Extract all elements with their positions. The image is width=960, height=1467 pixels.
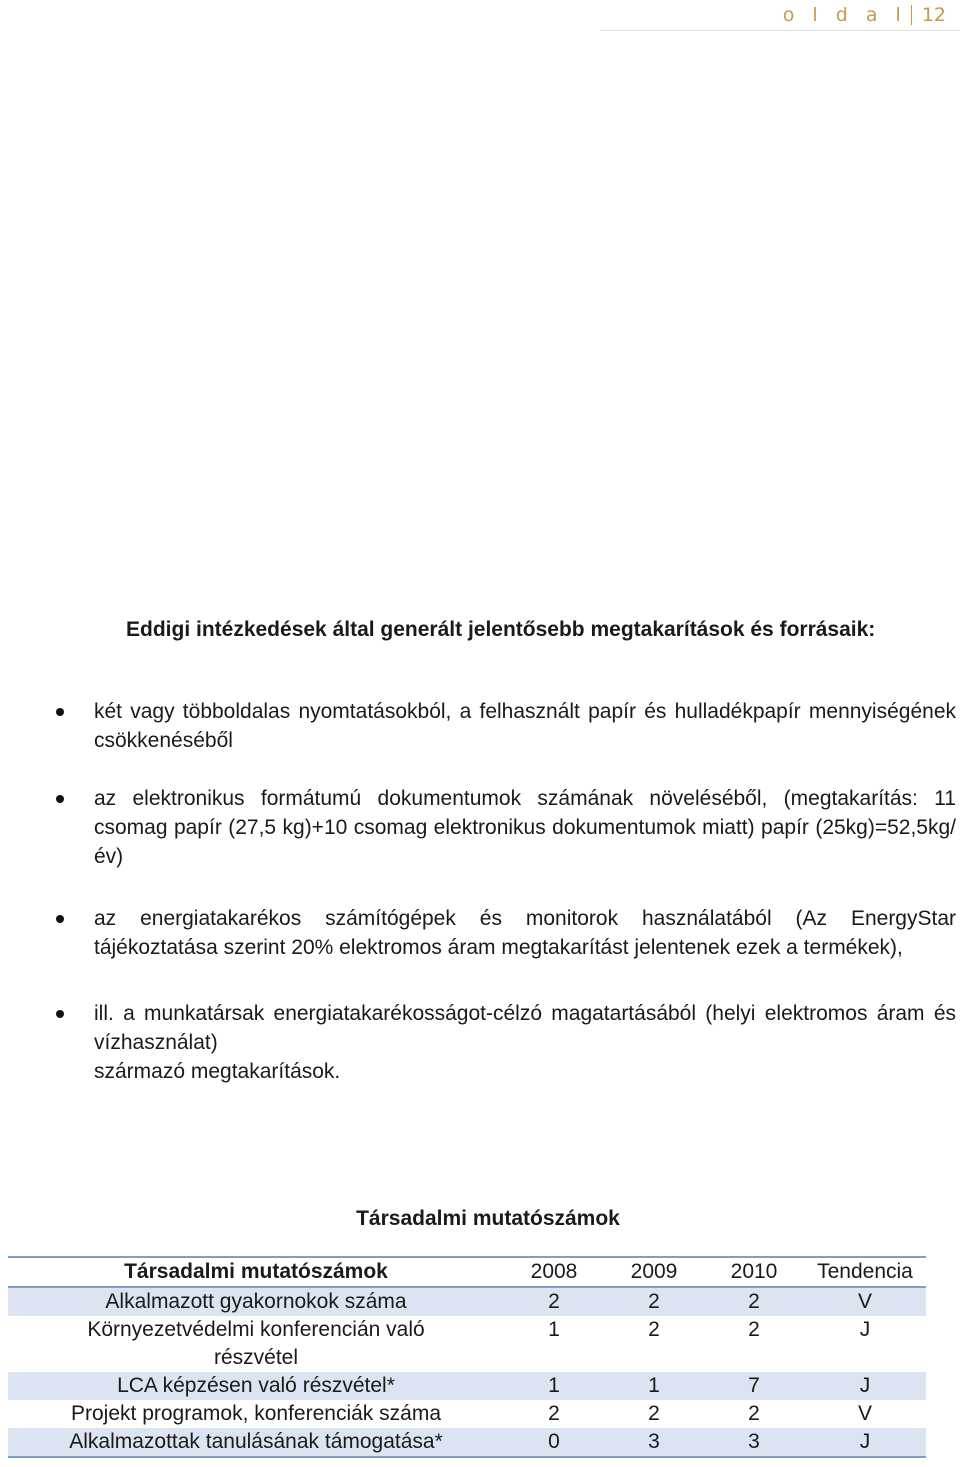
list-item-text: az elektronikus formátumú dokumentumok számának növeléséből, (megtakarítás: 11 csomag papír (27,5 kg)+10 csomag elektronikus dokumentumok miatt) papír (25kg)=52,5kg/év)	[94, 787, 956, 868]
header-cell-metric: Társadalmi mutatószámok	[8, 1257, 504, 1287]
table-row	[8, 1287, 926, 1316]
header-cell-trend: Tendencia	[804, 1257, 926, 1287]
cell-metric: Projekt programok, konferenciák száma	[71, 1402, 441, 1425]
header-cell-2010: 2010	[704, 1257, 804, 1287]
cell-2009: 2	[604, 1287, 704, 1316]
cell-2008: 2	[504, 1287, 604, 1316]
cell-2008: 0	[504, 1428, 604, 1457]
list-item	[94, 999, 956, 1086]
cell-2008: 2	[548, 1402, 560, 1425]
page-header	[783, 4, 946, 26]
cell-trend: J	[804, 1428, 926, 1457]
header-cell-2008: 2008	[504, 1257, 604, 1287]
bullet-dot	[56, 915, 64, 923]
page-number: 12	[911, 5, 946, 25]
cell-metric: Alkalmazott gyakornokok száma	[8, 1287, 504, 1316]
list-item	[94, 904, 956, 962]
bullet-dot	[56, 1010, 64, 1018]
table-title: Társadalmi mutatószámok	[356, 1207, 620, 1230]
cell-trend: V	[804, 1287, 926, 1316]
table-header-row	[8, 1257, 926, 1287]
cell-2009: 3	[604, 1428, 704, 1457]
table-row	[8, 1400, 926, 1428]
cell-2010: 7	[704, 1372, 804, 1400]
bullet-dot	[56, 708, 64, 716]
section-heading: Eddigi intézkedések által generált jelentősebb megtakarítások és forrásaik:	[126, 618, 876, 641]
cell-2008: 1	[548, 1318, 560, 1341]
list-item-text: az energiatakarékos számítógépek és monitorok használatából (Az EnergyStar tájékoztatása szerint 20% elektromos áram megtakarítást jelentenek ezek a termékek),	[94, 907, 956, 959]
cell-2010: 2	[748, 1402, 760, 1425]
bullet-dot	[56, 795, 64, 803]
cell-2010: 2	[704, 1287, 804, 1316]
list-item-text: ill. a munkatársak energiatakarékosságot-célzó magatartásából (helyi elektromos áram és vízhasználat)	[94, 1002, 956, 1054]
header-cell-2009: 2009	[604, 1257, 704, 1287]
cell-2008: 1	[504, 1372, 604, 1400]
cell-2009: 2	[648, 1318, 660, 1341]
social-metrics-table	[8, 1256, 926, 1458]
cell-2009: 1	[604, 1372, 704, 1400]
cell-2009: 2	[648, 1402, 660, 1425]
cell-2010: 2	[748, 1318, 760, 1341]
cell-metric: LCA képzésen való részvétel*	[8, 1372, 504, 1400]
list-item	[94, 697, 956, 755]
table-row	[8, 1316, 926, 1372]
cell-trend: J	[859, 1318, 871, 1341]
cell-metric: Környezetvédelmi konferencián való részvétel	[87, 1318, 425, 1369]
page-label: o l d a l	[782, 4, 907, 26]
table-row	[8, 1428, 926, 1457]
list-item	[94, 784, 956, 871]
table-row	[8, 1372, 926, 1400]
cell-2010: 3	[704, 1428, 804, 1457]
header-rule	[600, 30, 960, 31]
cell-metric: Alkalmazottak tanulásának támogatása*	[8, 1428, 504, 1457]
cell-trend: J	[804, 1372, 926, 1400]
list-item-text-continuation: származó megtakarítások.	[94, 1060, 341, 1083]
list-item-text: két vagy többoldalas nyomtatásokból, a felhasznált papír és hulladékpapír mennyiségének csökkenéséből	[94, 700, 956, 752]
cell-trend: V	[857, 1402, 872, 1425]
